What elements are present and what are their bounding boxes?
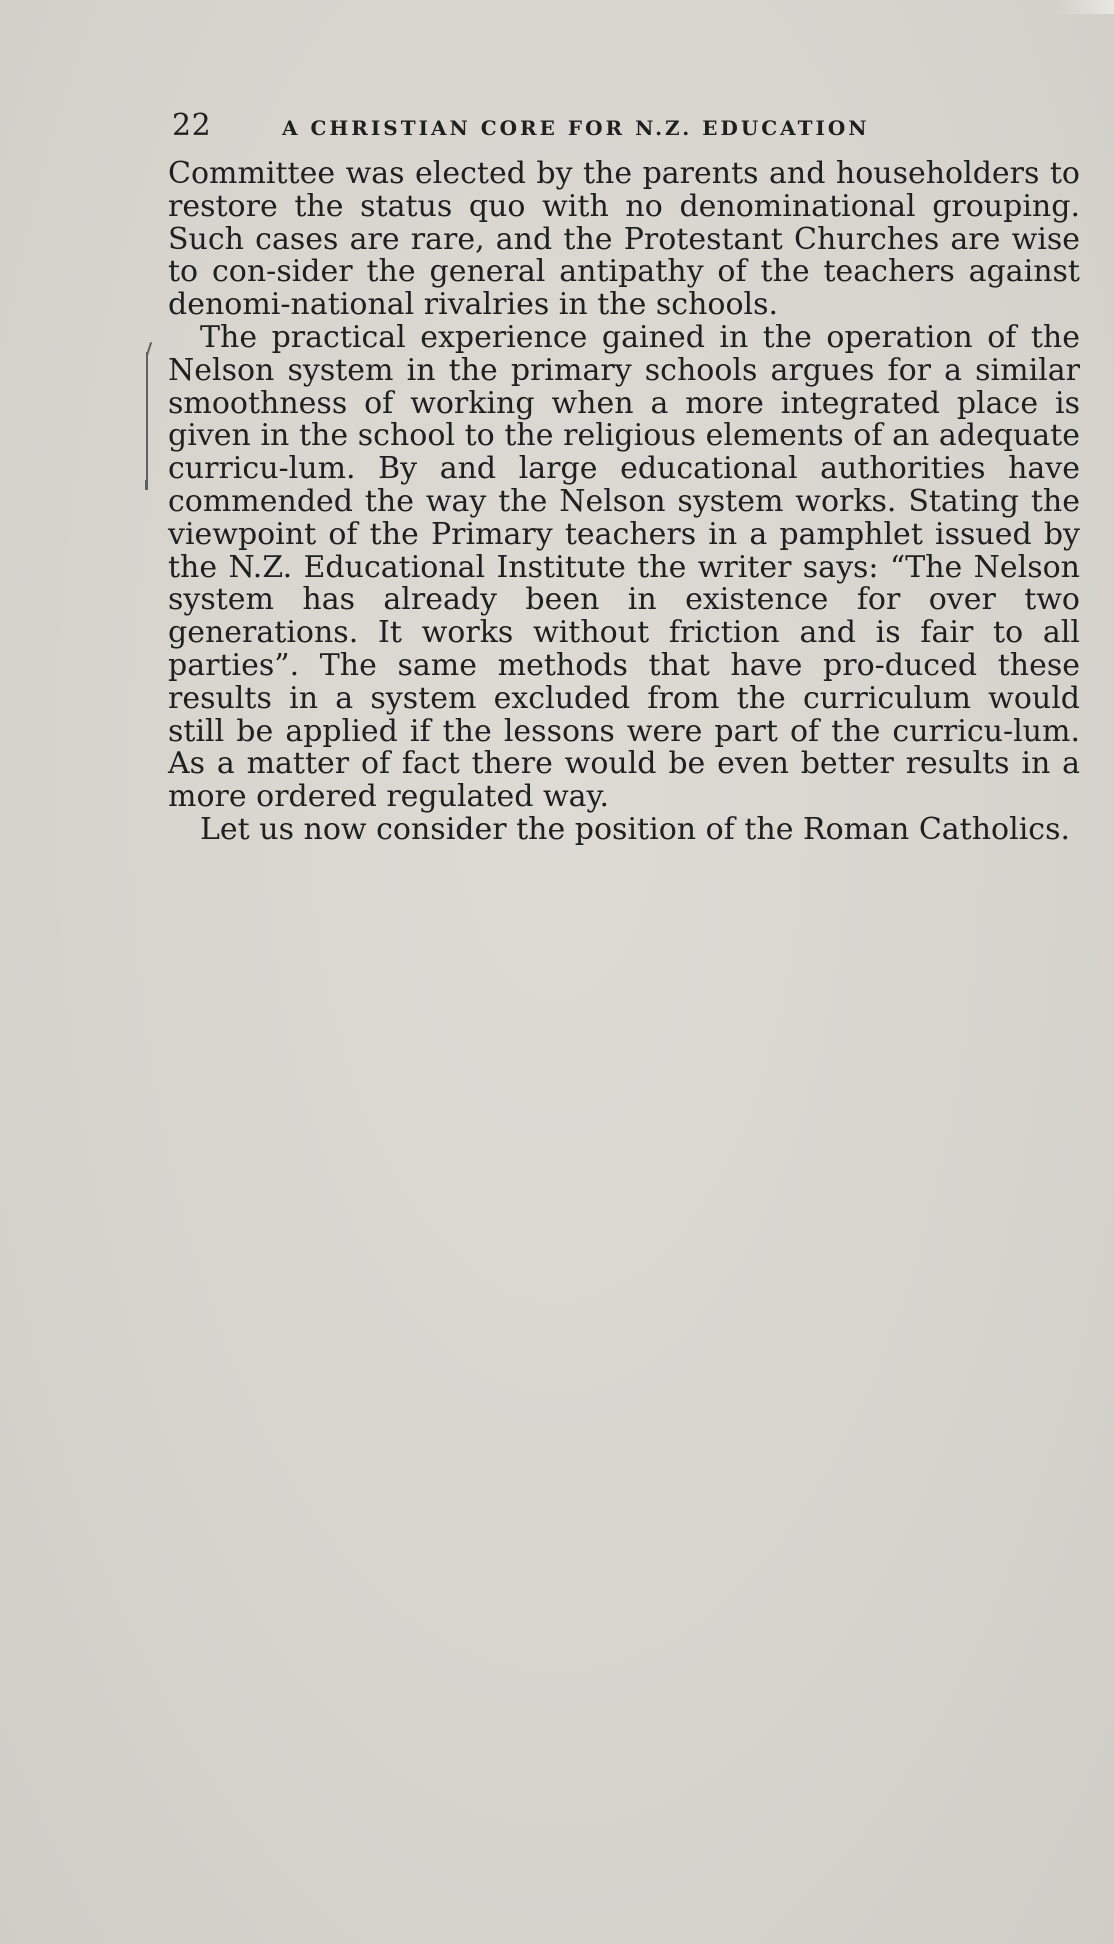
paragraph-3: Let us now consider the position of the Roman Catholics. <box>200 811 1071 847</box>
paragraph-1: Committee was elected by the parents and householders to restore the status quo with no denominational grouping. Such cases are rare, and the Protestant Churches are wise to con-sider the general antipathy of the teachers against denomi-national rivalries in the schools. <box>168 156 1080 323</box>
paragraph-2: The practical experience gained in the operation of the Nelson system in the primary schools argues for a similar smoothness of working when a more integrated place is given in the school to the religious elements of an adequate curricu-lum. By and large educational authorities have commended the way the Nelson system works. Stating the viewpoint of the Primary teachers in a pamphlet issued by the N.Z. Educational Institute the writer says: “The Nelson system has already been in existence for over two generations. It works without friction and is fair to all parties”. The same methods that have pro-duced these results in a system excluded from the curriculum would still be applied if the lessons were part of the curricu-lum. As a matter of fact there would be even better results in a more ordered regulated way. <box>168 319 1080 815</box>
body-text <box>168 158 1080 847</box>
running-head: A CHRISTIAN CORE FOR N.Z. EDUCATION <box>282 116 870 140</box>
margin-pencil-mark <box>146 352 148 482</box>
page-corner-wear <box>1054 0 1114 14</box>
page-number: 22 <box>172 108 212 143</box>
page-header <box>172 108 972 148</box>
